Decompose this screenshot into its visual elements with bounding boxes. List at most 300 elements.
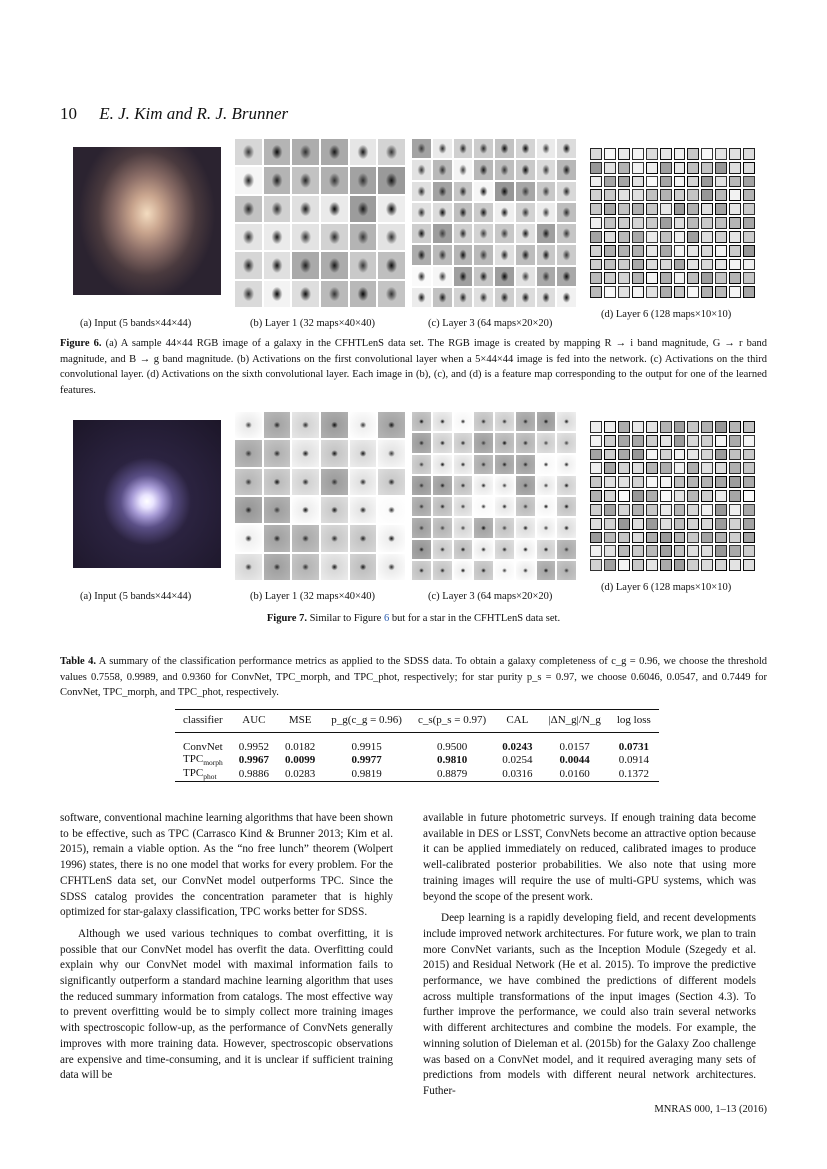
feature-map (590, 504, 602, 516)
feature-map (701, 449, 713, 461)
feature-map (537, 476, 556, 495)
feature-map (743, 545, 755, 557)
feature-map (454, 476, 473, 495)
feature-map (235, 196, 262, 222)
feature-map (646, 504, 658, 516)
feature-map (292, 252, 319, 278)
feature-map (660, 203, 672, 215)
feature-map (618, 259, 630, 271)
figure7-text-after: but for a star in the CFHTLenS data set. (389, 613, 561, 624)
feature-map (590, 176, 602, 188)
feature-map (604, 217, 616, 229)
feature-map (618, 504, 630, 516)
feature-map (660, 462, 672, 474)
feature-map (715, 217, 727, 229)
feature-map (590, 231, 602, 243)
table4-column-header: log loss (616, 714, 651, 726)
feature-map (537, 412, 556, 431)
feature-map (474, 433, 493, 452)
feature-map (729, 162, 741, 174)
feature-map (715, 449, 727, 461)
feature-map (557, 455, 576, 474)
table-cell: 0.9967 (238, 754, 270, 767)
feature-map (454, 224, 473, 243)
table-cell: 0.9819 (351, 768, 382, 781)
feature-map (618, 245, 630, 257)
feature-map (454, 139, 473, 158)
feature-map (743, 559, 755, 571)
feature-map (743, 203, 755, 215)
feature-map (674, 217, 686, 229)
feature-map (454, 245, 473, 264)
table-cell: 0.0316 (502, 768, 533, 781)
table-cell: 0.0254 (502, 754, 533, 767)
feature-map (590, 449, 602, 461)
feature-map (412, 288, 431, 307)
feature-map (350, 252, 377, 278)
feature-map (618, 272, 630, 284)
feature-map (604, 476, 616, 488)
feature-map (660, 286, 672, 298)
feature-map (618, 148, 630, 160)
feature-map (557, 288, 576, 307)
feature-map (646, 148, 658, 160)
feature-map (292, 281, 319, 307)
feature-map (474, 267, 493, 286)
feature-map (474, 203, 493, 222)
feature-map (604, 259, 616, 271)
feature-map (618, 476, 630, 488)
feature-map (646, 532, 658, 544)
feature-map (632, 189, 644, 201)
feature-map (433, 139, 452, 158)
feature-map (632, 162, 644, 174)
feature-map (687, 189, 699, 201)
feature-map (618, 490, 630, 502)
feature-map (729, 259, 741, 271)
feature-map (743, 231, 755, 243)
classifier-name: ConvNet (183, 741, 223, 753)
feature-map (516, 245, 535, 264)
feature-map (618, 162, 630, 174)
feature-map (433, 224, 452, 243)
feature-map (474, 561, 493, 580)
feature-map (729, 476, 741, 488)
feature-map (729, 532, 741, 544)
left-paragraph-2: Although we used various techniques to combat overfitting, it is possible that our ConvNet model has overfit the data. Overfitting could explain why our ConvNet model with maximal information fails to significantly outperform a standard machine learning algorithm that uses the reduced summary information from catalogs. The most effective way to prevent overfitting would be to simply collect more training images with spectroscopic follow-up, as the performance of ConvNets generally improves with more training data. However, spectroscopic observations are expensive and time-consuming, and it is unclear if sufficient training data will be (60, 927, 393, 1082)
feature-map (743, 449, 755, 461)
feature-map (454, 203, 473, 222)
feature-map (235, 469, 262, 495)
feature-map (378, 440, 405, 466)
feature-map (433, 182, 452, 201)
feature-map (715, 545, 727, 557)
feature-map (590, 532, 602, 544)
feature-map (495, 433, 514, 452)
feature-map (495, 455, 514, 474)
table4-column-header: CAL (506, 714, 529, 726)
page-footer: MNRAS 000, 1–13 (2016) (654, 1104, 767, 1115)
feature-map (660, 176, 672, 188)
feature-map (604, 518, 616, 530)
feature-map (516, 412, 535, 431)
feature-map (715, 245, 727, 257)
feature-map (632, 476, 644, 488)
feature-map (537, 288, 556, 307)
feature-map (474, 288, 493, 307)
feature-map (618, 462, 630, 474)
feature-map (433, 267, 452, 286)
feature-map (687, 148, 699, 160)
feature-map (632, 504, 644, 516)
feature-map (321, 252, 348, 278)
feature-map (495, 160, 514, 179)
feature-map (454, 160, 473, 179)
feature-map (618, 532, 630, 544)
figure7-text-before: Similar to Figure (306, 613, 384, 624)
feature-map (433, 518, 452, 537)
feature-map (378, 252, 405, 278)
feature-map (412, 455, 431, 474)
feature-map (660, 231, 672, 243)
fig6-caption-c: (c) Layer 3 (64 maps×20×20) (428, 318, 553, 329)
feature-map (378, 525, 405, 551)
feature-map (454, 455, 473, 474)
left-paragraph-1: software, conventional machine learning algorithms that have been shown to be effective, such as TPC (Carrasco Kind & Brunner 2013; Kim et al. 2015), remain a viable option. As the “no free lunch” theorem (Wolpert 1996) states, there is no one model that works for every problem. For the CFHTLenS data set, our ConvNet model outperforms TPC. Since the SDSS catalog provides the concentration parameter that is highly optimized for star-galaxy classification, TPC works better for SDSS. (60, 812, 393, 919)
feature-map (378, 224, 405, 250)
fig7-input-image (73, 420, 221, 568)
feature-map (674, 286, 686, 298)
feature-map (433, 540, 452, 559)
feature-map (604, 148, 616, 160)
feature-map (537, 139, 556, 158)
feature-map (729, 518, 741, 530)
feature-map (674, 449, 686, 461)
feature-map (674, 476, 686, 488)
feature-map (632, 518, 644, 530)
feature-map (590, 272, 602, 284)
feature-map (292, 554, 319, 580)
fig6-layer1-grid (235, 139, 405, 307)
table4-label: Table 4. (60, 656, 96, 667)
feature-map (350, 224, 377, 250)
feature-map (557, 540, 576, 559)
classifier-name: $TPC_{morph}$ (183, 753, 223, 768)
feature-map (632, 231, 644, 243)
feature-map (743, 476, 755, 488)
feature-map (701, 217, 713, 229)
feature-map (729, 245, 741, 257)
feature-map (590, 559, 602, 571)
feature-map (378, 412, 405, 438)
fig7-caption-a: (a) Input (5 bands×44×44) (80, 591, 192, 602)
feature-map (646, 162, 658, 174)
feature-map (433, 476, 452, 495)
feature-map (516, 182, 535, 201)
feature-map (433, 160, 452, 179)
classifier-name: $TPC_{phot}$ (183, 767, 217, 782)
feature-map (495, 182, 514, 201)
feature-map (412, 245, 431, 264)
feature-map (646, 476, 658, 488)
figure7-caption (60, 611, 767, 627)
feature-map (701, 148, 713, 160)
feature-map (632, 259, 644, 271)
feature-map (701, 245, 713, 257)
feature-map (660, 421, 672, 433)
feature-map (433, 561, 452, 580)
feature-map (412, 267, 431, 286)
feature-map (350, 196, 377, 222)
feature-map (474, 139, 493, 158)
right-paragraph-2: Deep learning is a rapidly developing field, and recent developments include improved network architectures. For future work, we plan to train more ConvNet variants, such as the Inception Module (Szegedy et al. 2015) and Residual Network (He et al. 2015). To improve the predictive performance, we have combined the predictions of different models across multiple transformations of the input images (Section 4.3). To further improve the performance, we could also train several networks with different architectures and combine the models. For example, the winning solution of Dieleman et al. (2015b) for the Galaxy Zoo challenge was based on a ConvNet model, and it required averaging many sets of predictions from models with different neural network architectures. Futher- (423, 912, 756, 1097)
feature-map (537, 540, 556, 559)
feature-map (646, 462, 658, 474)
feature-map (646, 559, 658, 571)
feature-map (350, 281, 377, 307)
feature-map (646, 176, 658, 188)
feature-map (516, 224, 535, 243)
feature-map (743, 189, 755, 201)
feature-map (292, 440, 319, 466)
feature-map (264, 440, 291, 466)
feature-map (516, 267, 535, 286)
feature-map (729, 449, 741, 461)
feature-map (743, 148, 755, 160)
feature-map (687, 559, 699, 571)
table-row (175, 767, 659, 782)
feature-map (729, 504, 741, 516)
feature-map (646, 518, 658, 530)
feature-map (646, 259, 658, 271)
feature-map (674, 148, 686, 160)
feature-map (590, 245, 602, 257)
feature-map (715, 476, 727, 488)
fig7-layer1-grid (235, 412, 405, 580)
feature-map (350, 469, 377, 495)
feature-map (557, 182, 576, 201)
feature-map (604, 435, 616, 447)
feature-map (537, 497, 556, 516)
table-row (175, 733, 659, 754)
feature-map (516, 518, 535, 537)
feature-map (660, 518, 672, 530)
fig7-caption-c: (c) Layer 3 (64 maps×20×20) (428, 591, 553, 602)
feature-map (454, 288, 473, 307)
feature-map (674, 189, 686, 201)
feature-map (646, 286, 658, 298)
feature-map (292, 412, 319, 438)
feature-map (687, 217, 699, 229)
feature-map (743, 421, 755, 433)
feature-map (674, 504, 686, 516)
feature-map (378, 167, 405, 193)
feature-map (701, 162, 713, 174)
feature-map (646, 545, 658, 557)
feature-map (743, 286, 755, 298)
feature-map (632, 462, 644, 474)
feature-map (715, 435, 727, 447)
fig6-caption-a: (a) Input (5 bands×44×44) (80, 318, 192, 329)
feature-map (264, 554, 291, 580)
feature-map (516, 540, 535, 559)
feature-map (604, 272, 616, 284)
feature-map (378, 554, 405, 580)
feature-map (687, 162, 699, 174)
feature-map (604, 176, 616, 188)
feature-map (454, 497, 473, 516)
feature-map (292, 525, 319, 551)
feature-map (701, 259, 713, 271)
feature-map (590, 476, 602, 488)
feature-map (729, 148, 741, 160)
feature-map (412, 433, 431, 452)
feature-map (590, 545, 602, 557)
feature-map (474, 182, 493, 201)
table-cell: 0.8879 (436, 768, 468, 781)
feature-map (743, 245, 755, 257)
feature-map (292, 497, 319, 523)
feature-map (715, 490, 727, 502)
feature-map (350, 139, 377, 165)
feature-map (433, 455, 452, 474)
feature-map (321, 554, 348, 580)
table4-column-header: classifier (183, 714, 223, 726)
feature-map (729, 286, 741, 298)
feature-map (235, 252, 262, 278)
feature-map (604, 286, 616, 298)
feature-map (604, 545, 616, 557)
feature-map (474, 518, 493, 537)
feature-map (350, 497, 377, 523)
feature-map (557, 561, 576, 580)
table4-column-header: AUC (242, 714, 266, 726)
feature-map (618, 176, 630, 188)
feature-map (674, 259, 686, 271)
feature-map (729, 490, 741, 502)
figure6-text: (a) A sample 44×44 RGB image of a galaxy in the CFHTLenS data set. The RGB image is created by mapping R → i band magnitude, G → r band magnitude, and B → g band magnitude. (b) Activations on the first convolutional layer when a 5×44×44 image is fed into the network. (c) Activations on the third convolutional layer. (d) Activations on the sixth convolutional layer. Each image in (b), (c), and (d) is a feature map corresponding to the output for one of the learned features. (60, 338, 767, 396)
feature-map (674, 435, 686, 447)
feature-map (715, 286, 727, 298)
feature-map (495, 224, 514, 243)
feature-map (701, 421, 713, 433)
feature-map (350, 440, 377, 466)
table-cell: 0.0914 (618, 754, 649, 767)
feature-map (537, 518, 556, 537)
table-cell: 0.0044 (559, 754, 590, 767)
feature-map (557, 267, 576, 286)
feature-map (743, 435, 755, 447)
feature-map (660, 148, 672, 160)
fig6-caption-d: (d) Layer 6 (128 maps×10×10) (601, 309, 732, 320)
feature-map (701, 559, 713, 571)
feature-map (292, 139, 319, 165)
figure6-ref-link[interactable]: 6 (383, 613, 390, 624)
feature-map (264, 497, 291, 523)
table-cell: 0.9952 (238, 741, 270, 753)
feature-map (604, 203, 616, 215)
feature-map (687, 231, 699, 243)
feature-map (618, 189, 630, 201)
feature-map (495, 476, 514, 495)
fig6-layer3-grid (412, 139, 576, 307)
feature-map (378, 497, 405, 523)
feature-map (604, 462, 616, 474)
feature-map (674, 518, 686, 530)
table-cell: 0.0157 (559, 741, 590, 753)
feature-map (660, 476, 672, 488)
left-column (60, 811, 393, 1084)
feature-map (433, 412, 452, 431)
feature-map (495, 203, 514, 222)
feature-map (743, 518, 755, 530)
feature-map (743, 176, 755, 188)
feature-map (687, 245, 699, 257)
feature-map (729, 176, 741, 188)
feature-map (646, 203, 658, 215)
fig7-layer3-grid (412, 412, 576, 580)
feature-map (729, 189, 741, 201)
feature-map (235, 224, 262, 250)
feature-map (674, 462, 686, 474)
feature-map (715, 162, 727, 174)
figure7-label: Figure 7. (266, 613, 307, 624)
feature-map (674, 245, 686, 257)
feature-map (701, 518, 713, 530)
feature-map (632, 435, 644, 447)
feature-map (674, 176, 686, 188)
table-cell: 0.0160 (559, 768, 590, 781)
feature-map (729, 272, 741, 284)
feature-map (495, 267, 514, 286)
table-cell: 0.0283 (285, 768, 316, 781)
feature-map (701, 532, 713, 544)
feature-map (687, 449, 699, 461)
feature-map (632, 245, 644, 257)
feature-map (557, 497, 576, 516)
feature-map (590, 259, 602, 271)
feature-map (646, 231, 658, 243)
feature-map (495, 540, 514, 559)
feature-map (235, 281, 262, 307)
running-authors: E. J. Kim and R. J. Brunner (99, 104, 289, 123)
feature-map (537, 182, 556, 201)
feature-map (632, 272, 644, 284)
feature-map (632, 176, 644, 188)
feature-map (321, 224, 348, 250)
feature-map (292, 469, 319, 495)
feature-map (618, 217, 630, 229)
feature-map (454, 182, 473, 201)
feature-map (687, 435, 699, 447)
feature-map (495, 412, 514, 431)
feature-map (321, 139, 348, 165)
feature-map (516, 433, 535, 452)
table-cell: 0.0243 (502, 741, 533, 753)
feature-map (632, 203, 644, 215)
feature-map (412, 540, 431, 559)
feature-map (321, 281, 348, 307)
feature-map (235, 525, 262, 551)
feature-map (495, 497, 514, 516)
feature-map (660, 189, 672, 201)
feature-map (264, 252, 291, 278)
feature-map (701, 286, 713, 298)
feature-map (412, 497, 431, 516)
fig7-layer6-grid (590, 421, 755, 571)
feature-map (454, 518, 473, 537)
feature-map (412, 139, 431, 158)
